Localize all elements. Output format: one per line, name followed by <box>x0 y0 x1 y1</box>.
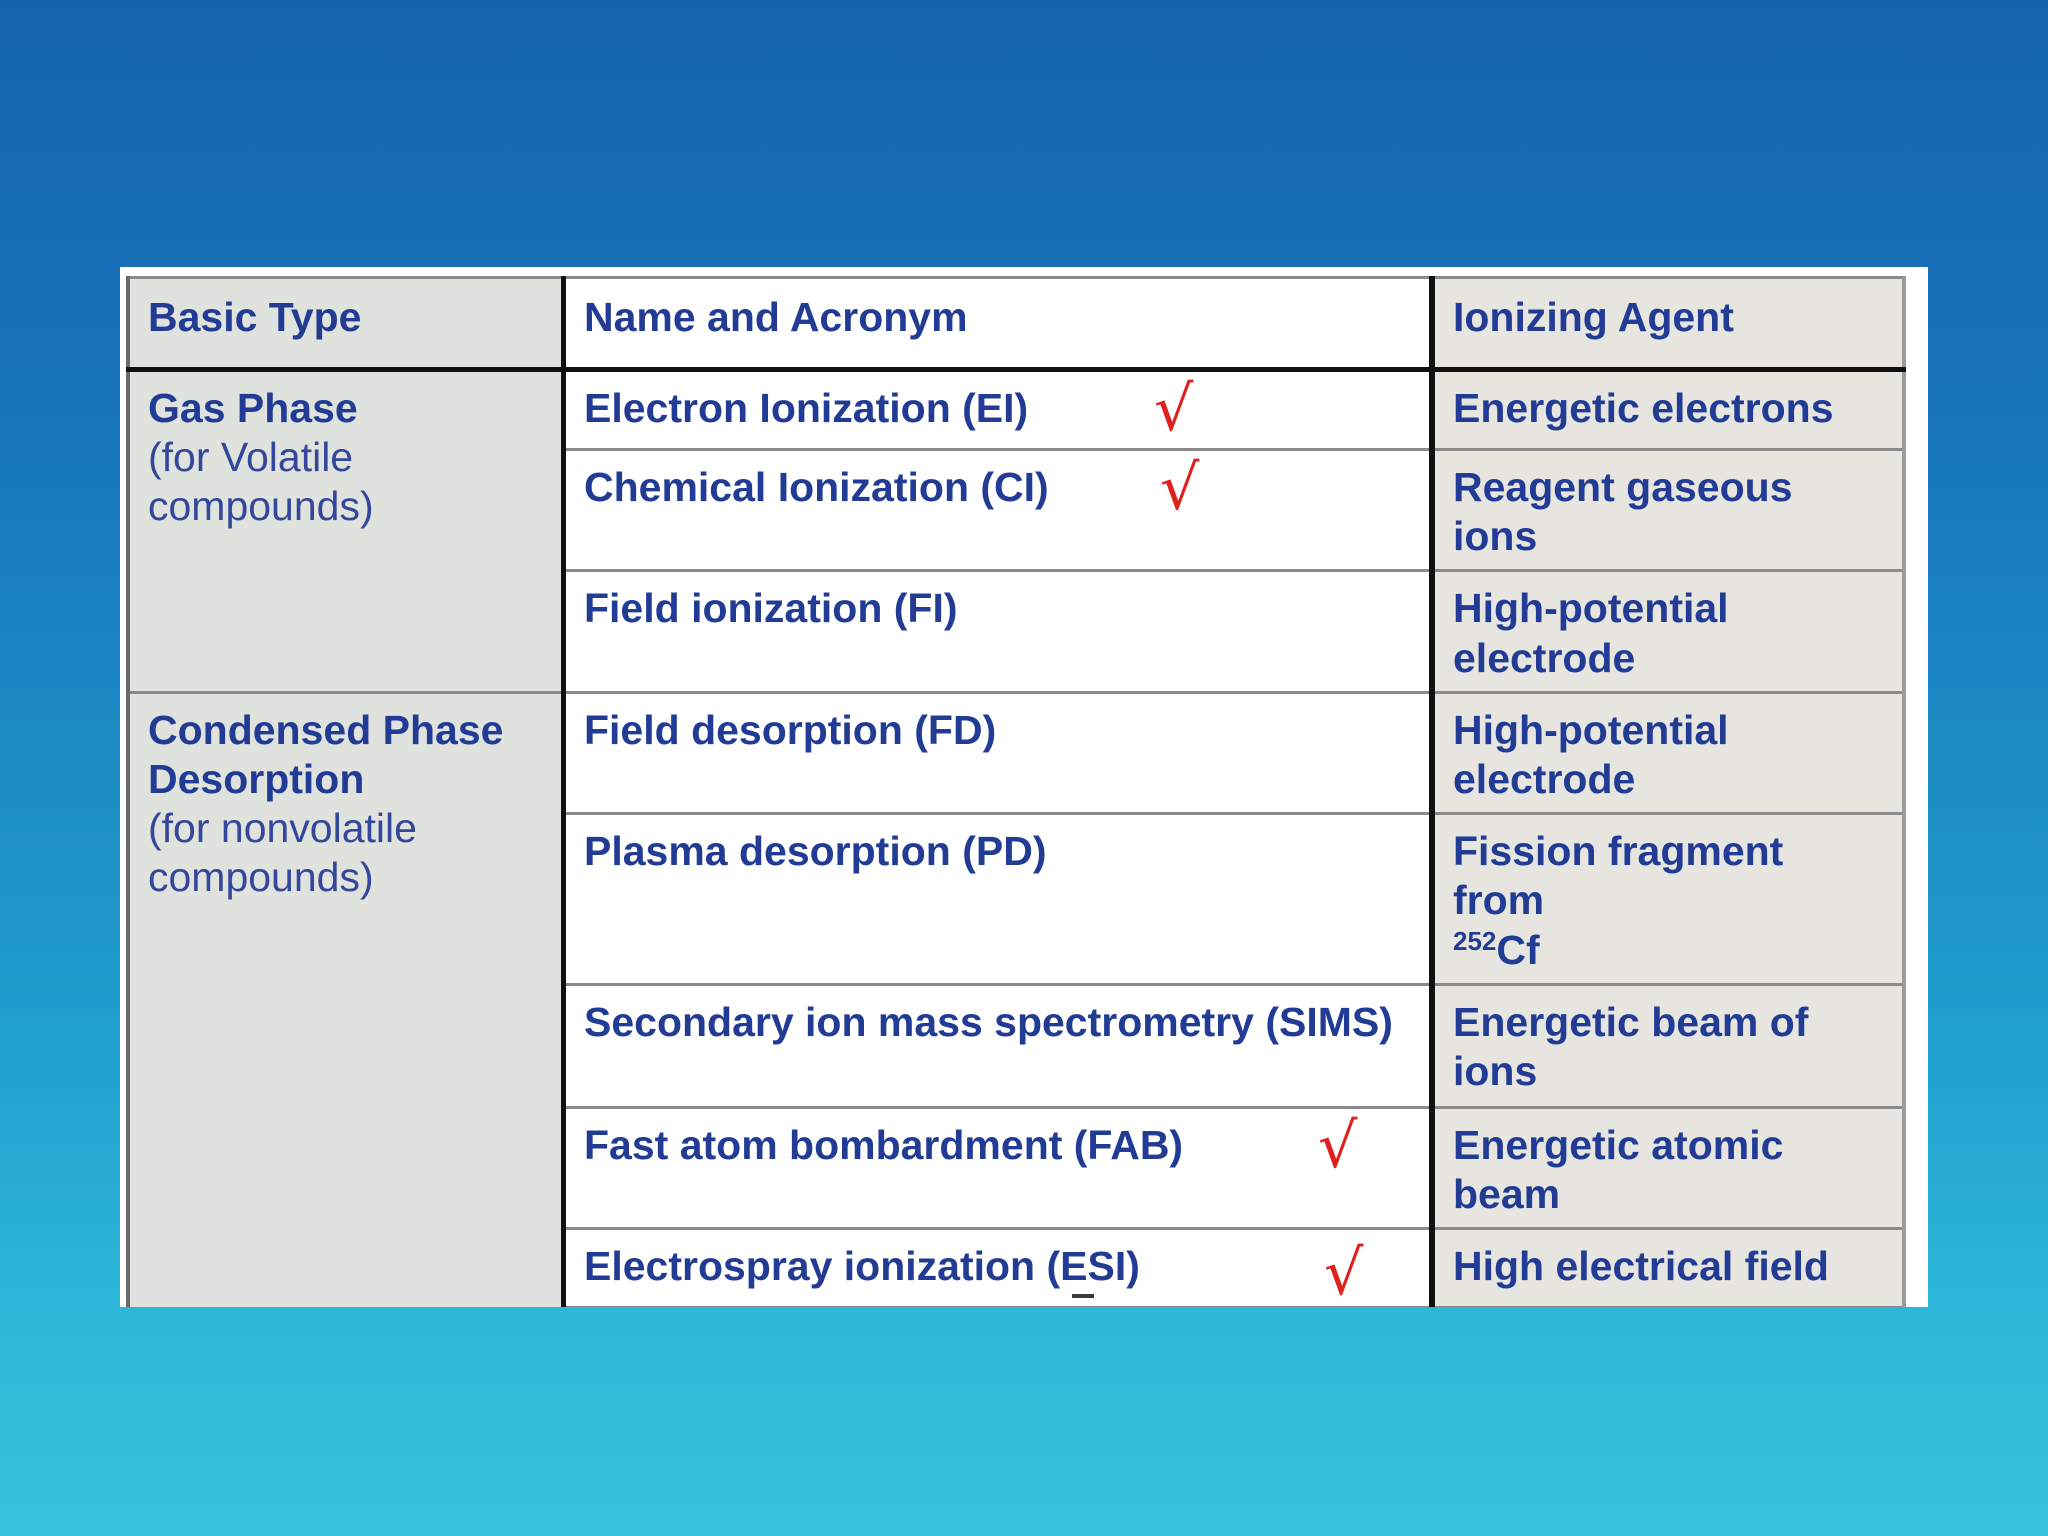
method-name: Secondary ion mass spectrometry (SIMS) <box>584 998 1393 1045</box>
ionization-methods-table <box>126 276 1906 1307</box>
method-name-cell <box>564 450 1433 571</box>
method-name: Electron Ionization (EI) <box>584 385 1029 431</box>
ionizing-agent-cell: Energetic electrons <box>1432 370 1904 450</box>
ionizing-agent-cell: High-potential electrode <box>1432 692 1904 813</box>
header-name-acronym: Name and Acronym <box>564 278 1433 370</box>
isotope-symbol: Cf <box>1496 926 1540 973</box>
table-header-row <box>128 278 1904 370</box>
group-title-condensed-phase: Condensed Phase Desorption <box>148 706 504 802</box>
check-mark-icon: √ <box>1318 1108 1358 1182</box>
group-title-gas-phase: Gas Phase <box>148 385 358 431</box>
method-name-cell <box>564 370 1433 450</box>
check-mark-icon: √ <box>1324 1236 1364 1307</box>
method-name-cell <box>564 571 1433 692</box>
header-basic-type: Basic Type <box>128 278 564 370</box>
method-name-cell <box>564 692 1433 813</box>
group-subtitle-gas-phase: (for Volatile compounds) <box>148 434 374 530</box>
method-name-cell <box>564 814 1433 985</box>
group-cell-gas-phase <box>128 370 564 693</box>
method-name: Field ionization (FI) <box>584 585 958 632</box>
method-name: Field desorption (FD) <box>584 706 997 753</box>
table-row <box>128 370 1904 450</box>
method-name-cell <box>564 1107 1433 1228</box>
method-name: Electrospray ionization (ESI) <box>584 1243 1140 1290</box>
check-mark-icon: √ <box>1154 372 1194 445</box>
ionizing-agent-cell <box>1432 814 1904 985</box>
method-name-cell <box>564 1229 1433 1307</box>
method-name: Fast atom bombardment (FAB) <box>584 1121 1184 1168</box>
ionization-methods-table-card <box>120 267 1928 1307</box>
header-ionizing-agent: Ionizing Agent <box>1432 278 1904 370</box>
group-subtitle-condensed-phase: (for nonvolatile compounds) <box>148 805 417 901</box>
check-mark-icon: √ <box>1160 451 1200 524</box>
method-name: Plasma desorption (PD) <box>584 828 1047 875</box>
isotope-mass-number: 252 <box>1453 925 1497 956</box>
table-row <box>128 692 1904 813</box>
group-cell-condensed-phase <box>128 692 564 1307</box>
ionizing-agent-cell: Energetic atomic beam <box>1432 1107 1904 1228</box>
ionizing-agent-cell: High-potential electrode <box>1432 571 1904 692</box>
ionizing-agent-text: Fission fragment from <box>1453 828 1784 924</box>
ionizing-agent-cell: Reagent gaseous ions <box>1432 450 1904 571</box>
small-dash-mark <box>1072 1294 1094 1298</box>
method-name-cell <box>564 984 1433 1107</box>
method-name: Chemical Ionization (CI) <box>584 464 1049 510</box>
ionizing-agent-cell: Energetic beam of ions <box>1432 984 1904 1107</box>
ionizing-agent-cell: High electrical field <box>1432 1229 1904 1307</box>
